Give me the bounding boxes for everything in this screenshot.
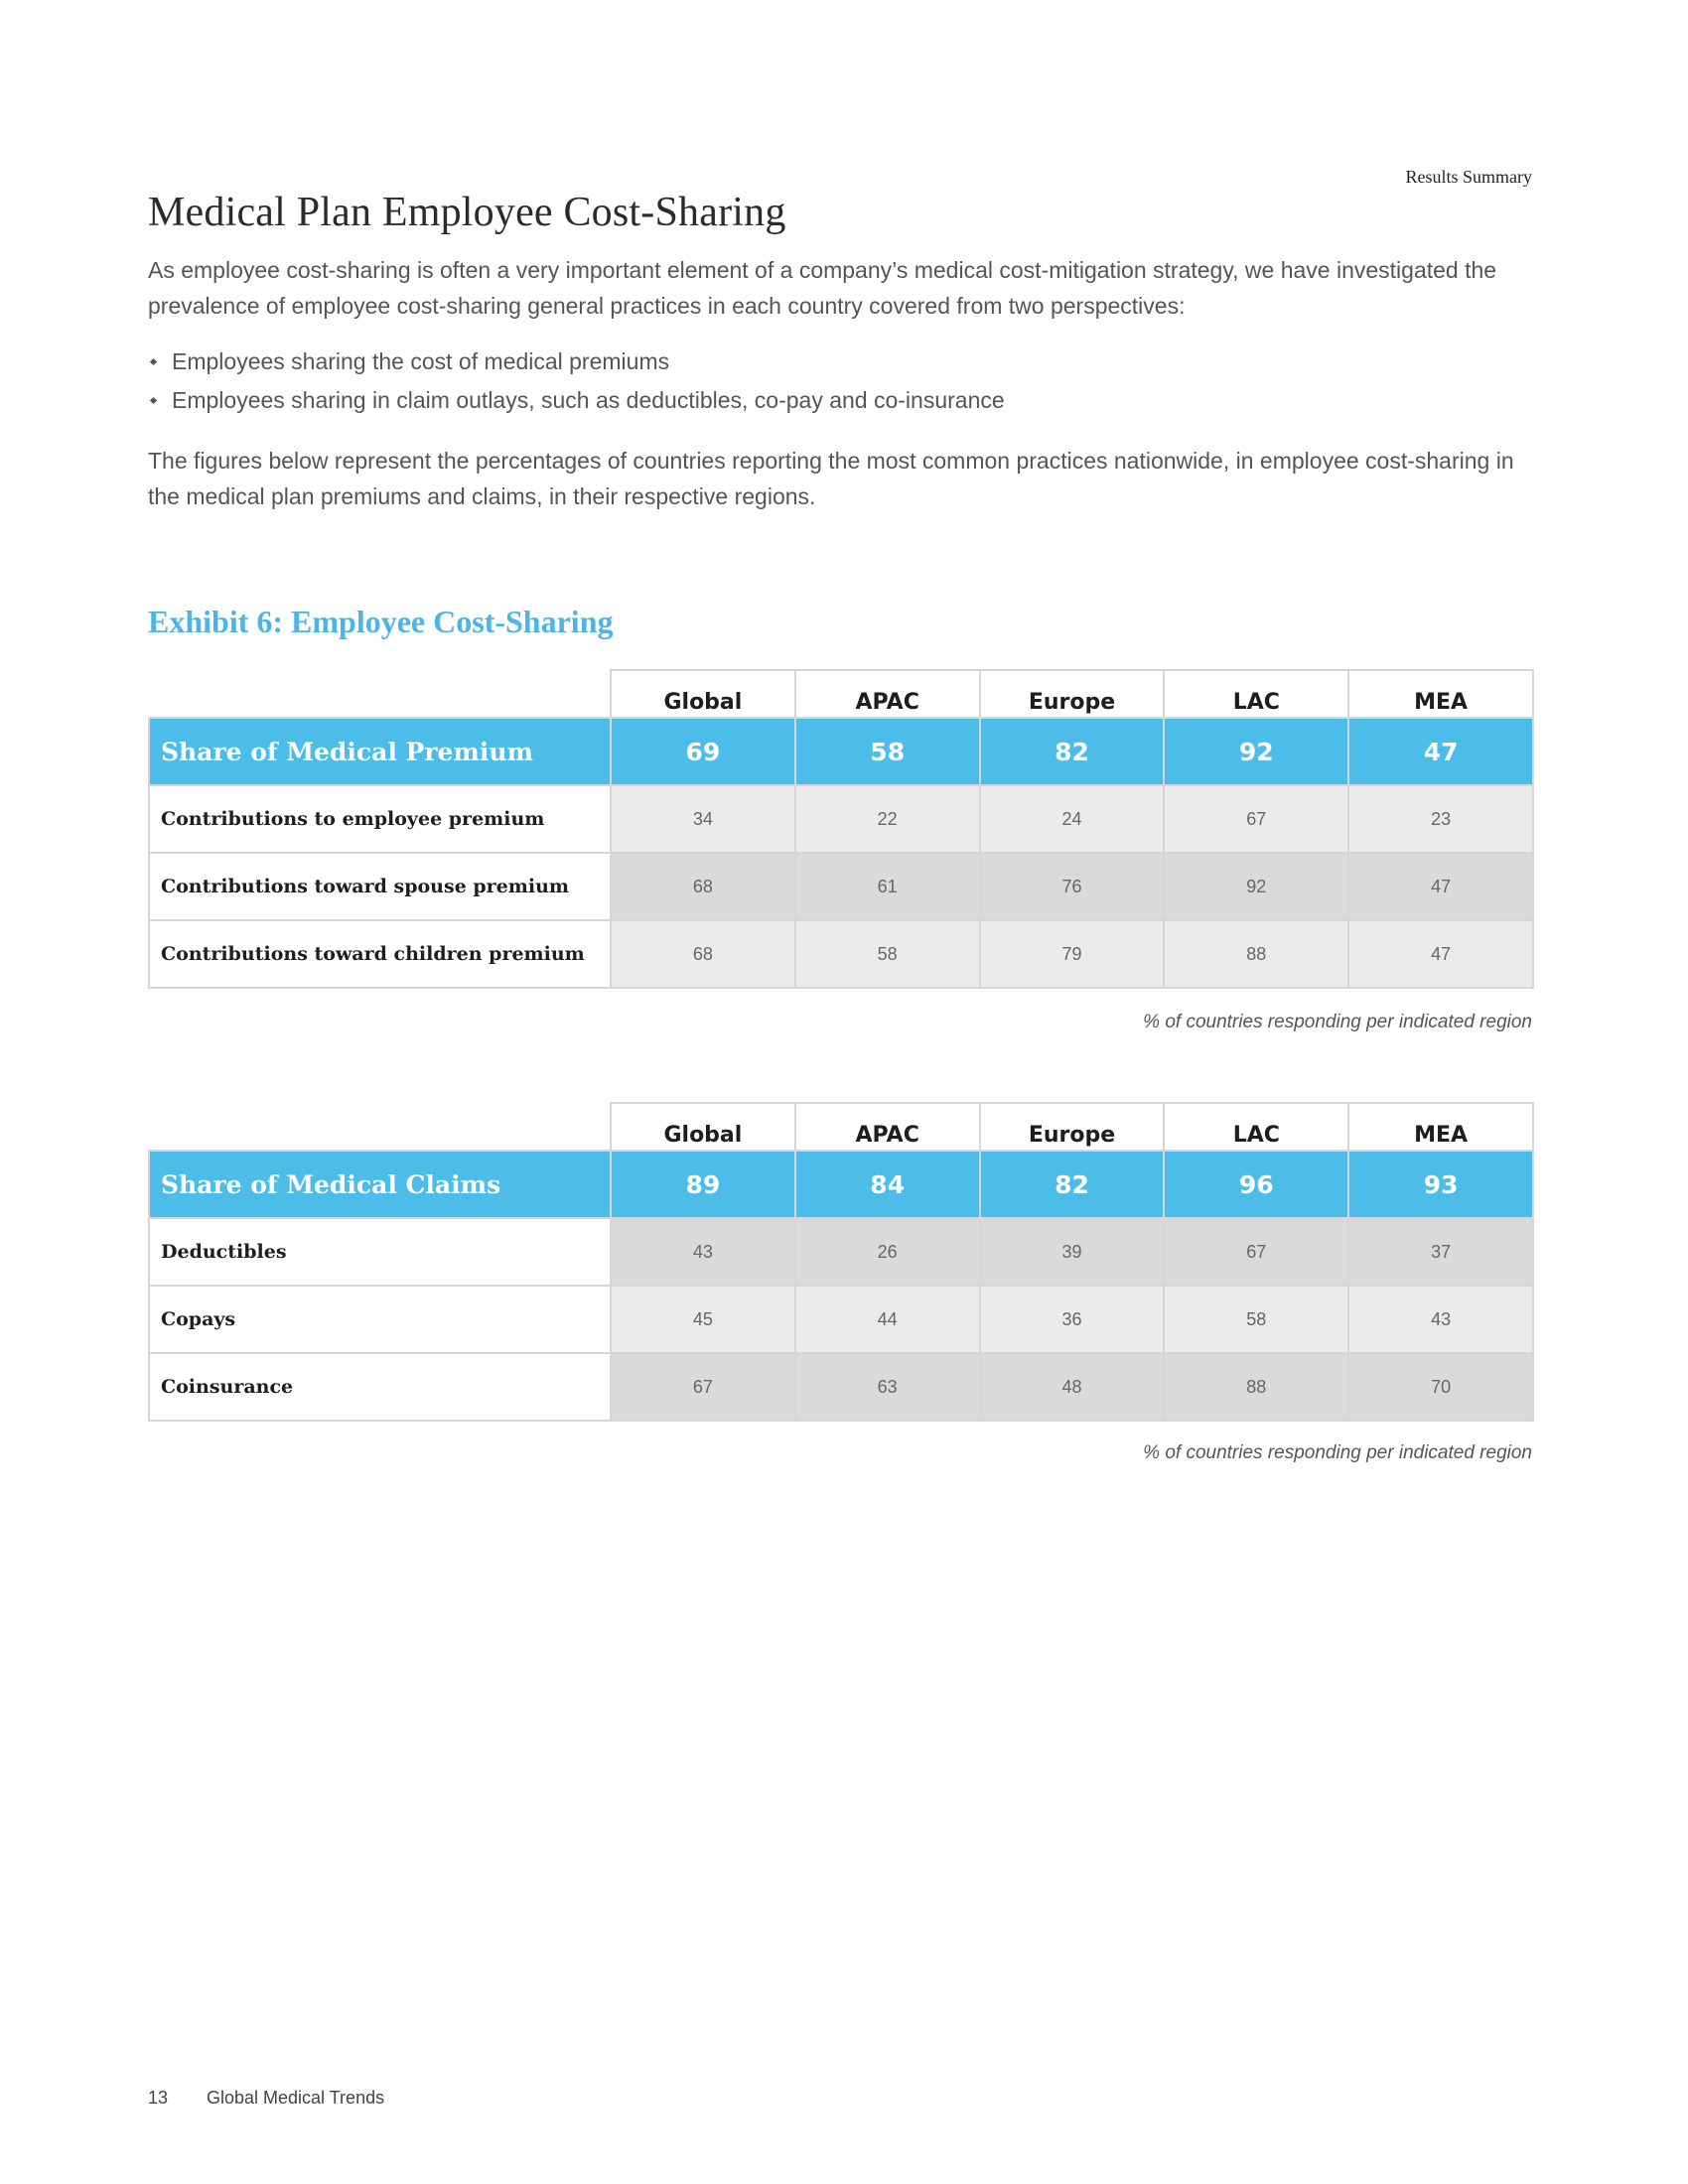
summary-cell: 89 <box>611 1151 795 1218</box>
page-number: 13 <box>148 2088 169 2108</box>
page-title: Medical Plan Employee Cost-Sharing <box>148 190 786 235</box>
table-cell: 44 <box>795 1286 980 1353</box>
table-cell: 22 <box>795 785 980 853</box>
column-header: APAC <box>795 1103 980 1151</box>
summary-cell: 84 <box>795 1151 980 1218</box>
summary-cell: 96 <box>1164 1151 1348 1218</box>
column-header: Europe <box>980 1103 1165 1151</box>
table-row <box>149 853 1533 920</box>
table-cell: 67 <box>1164 1218 1348 1286</box>
table-source-note: % of countries responding per indicated region <box>1143 1012 1532 1032</box>
table-cell: 63 <box>795 1353 980 1421</box>
column-header: LAC <box>1164 670 1348 718</box>
summary-cell: 47 <box>1348 718 1533 785</box>
table-cell: 47 <box>1348 853 1533 920</box>
header-empty-cell <box>149 670 611 718</box>
column-header: Global <box>611 1103 795 1151</box>
table-cell: 61 <box>795 853 980 920</box>
summary-row <box>149 718 1533 785</box>
summary-cell: 82 <box>980 718 1165 785</box>
table-row <box>149 1353 1533 1421</box>
table-source-note: % of countries responding per indicated region <box>1143 1442 1532 1463</box>
row-label: Deductibles <box>149 1218 611 1286</box>
summary-cell: 82 <box>980 1151 1165 1218</box>
table-cell: 45 <box>611 1286 795 1353</box>
table-cell: 36 <box>980 1286 1165 1353</box>
table-cell: 92 <box>1164 853 1348 920</box>
summary-cell: 93 <box>1348 1151 1533 1218</box>
table-row <box>149 785 1533 853</box>
table-cell: 88 <box>1164 1353 1348 1421</box>
column-header: LAC <box>1164 1103 1348 1151</box>
claims-table <box>148 1102 1534 1422</box>
row-label: Contributions toward spouse premium <box>149 853 611 920</box>
column-header: Europe <box>980 670 1165 718</box>
figures-note-paragraph: The figures below represent the percentages of countries reporting the most common practices nationwide, in employee cost-sharing in the medical plan premiums and claims, in their respective regions. <box>148 448 1514 509</box>
table-cell: 24 <box>980 785 1165 853</box>
table-row <box>149 1286 1533 1353</box>
bullet-item: Employees sharing the cost of medical premiums <box>148 342 1538 381</box>
column-header: Global <box>611 670 795 718</box>
table-cell: 58 <box>1164 1286 1348 1353</box>
table-cell: 26 <box>795 1218 980 1286</box>
table-cell: 70 <box>1348 1353 1533 1421</box>
table-cell: 43 <box>1348 1286 1533 1353</box>
summary-cell: 92 <box>1164 718 1348 785</box>
table-cell: 76 <box>980 853 1165 920</box>
column-header: MEA <box>1348 670 1533 718</box>
row-label: Coinsurance <box>149 1353 611 1421</box>
header-empty-cell <box>149 1103 611 1151</box>
table-cell: 58 <box>795 920 980 988</box>
summary-row <box>149 1151 1533 1218</box>
summary-row-label: Share of Medical Premium <box>149 718 611 785</box>
table-cell: 67 <box>611 1353 795 1421</box>
table-cell: 67 <box>1164 785 1348 853</box>
table-cell: 79 <box>980 920 1165 988</box>
running-head: Results Summary <box>1405 167 1532 187</box>
exhibit-title: Exhibit 6: Employee Cost-Sharing <box>148 604 614 639</box>
table-row <box>149 1218 1533 1286</box>
table-cell: 68 <box>611 920 795 988</box>
table-cell: 37 <box>1348 1218 1533 1286</box>
table-cell: 39 <box>980 1218 1165 1286</box>
table-row <box>149 920 1533 988</box>
table-cell: 43 <box>611 1218 795 1286</box>
table-cell: 47 <box>1348 920 1533 988</box>
intro-paragraph: As employee cost-sharing is often a very important element of a company’s medical cost-mitigation strategy, we have investigated the prevalence of employee cost-sharing general practices in each country covered from two perspectives: <box>148 257 1497 319</box>
table-cell: 68 <box>611 853 795 920</box>
table-cell: 48 <box>980 1353 1165 1421</box>
column-header: MEA <box>1348 1103 1533 1151</box>
row-label: Contributions toward children premium <box>149 920 611 988</box>
table-cell: 88 <box>1164 920 1348 988</box>
bullet-item: Employees sharing in claim outlays, such as deductibles, co-pay and co-insurance <box>148 381 1538 420</box>
summary-row-label: Share of Medical Claims <box>149 1151 611 1218</box>
row-label: Copays <box>149 1286 611 1353</box>
summary-cell: 69 <box>611 718 795 785</box>
table-cell: 34 <box>611 785 795 853</box>
premium-table <box>148 669 1534 989</box>
summary-cell: 58 <box>795 718 980 785</box>
row-label: Contributions to employee premium <box>149 785 611 853</box>
column-header: APAC <box>795 670 980 718</box>
table-cell: 23 <box>1348 785 1533 853</box>
bullet-list <box>148 342 1538 420</box>
publication-name: Global Medical Trends <box>207 2088 385 2108</box>
